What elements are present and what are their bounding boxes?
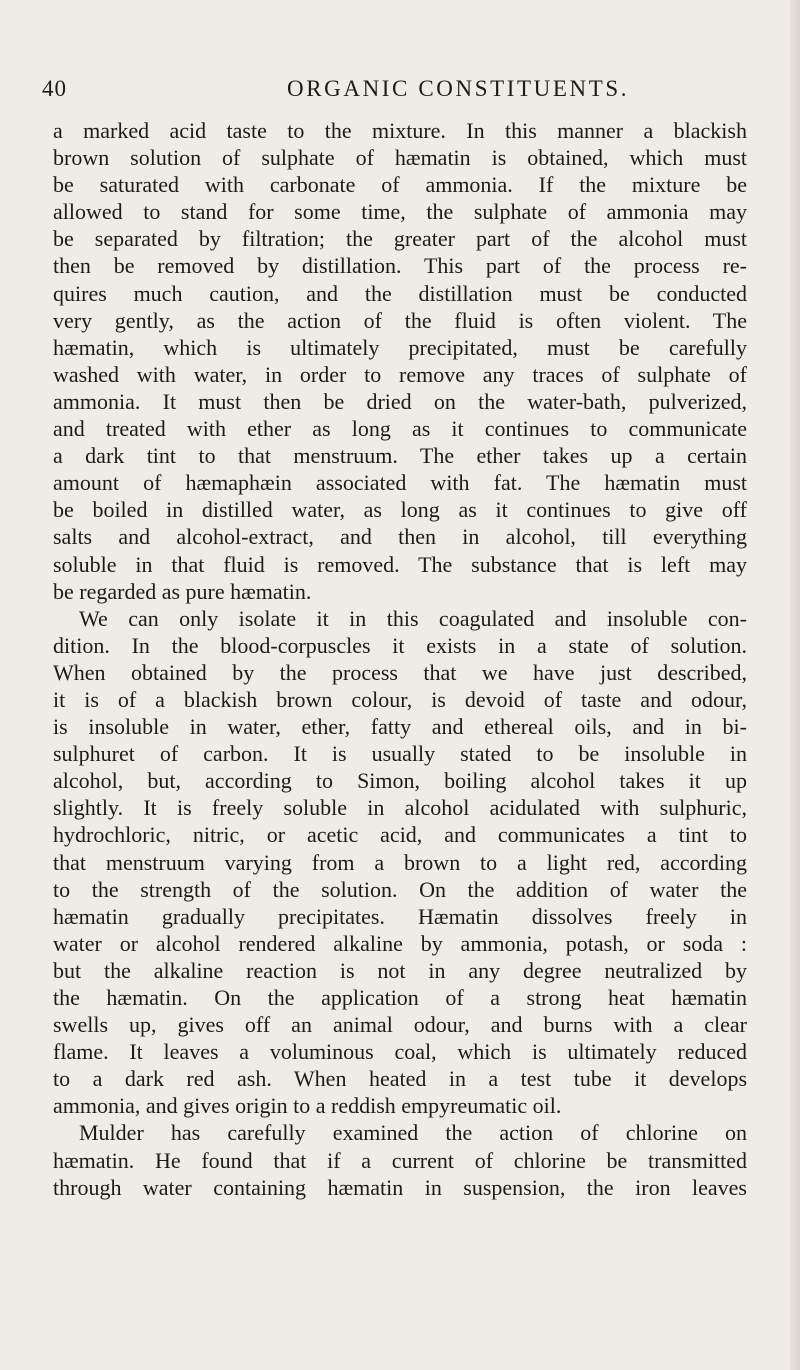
text-line: but the alkaline reaction is not in any degree neutralized by	[53, 957, 747, 983]
text-line: salts and alcohol-extract, and then in alcohol, till everything	[53, 524, 747, 550]
text-line: be separated by filtration; the greater part of the alcohol must	[53, 226, 747, 252]
text-line: swells up, gives off an animal odour, and burns with a clear	[53, 1012, 747, 1038]
text-line: Mulder has carefully examined the action of chlorine on	[79, 1120, 747, 1146]
text-line: allowed to stand for some time, the sulphate of ammonia may	[53, 199, 747, 225]
text-line: slightly. It is freely soluble in alcohol acidulated with sulphuric,	[53, 795, 747, 821]
text-line: quires much caution, and the distillation must be conducted	[53, 280, 747, 306]
page-header	[42, 76, 742, 106]
text-line: the hæmatin. On the application of a strong heat hæmatin	[53, 985, 747, 1010]
text-line: hæmatin gradually precipitates. Hæmatin dissolves freely in	[53, 903, 747, 929]
page-number: 40	[42, 76, 67, 101]
text-line: soluble in that fluid is removed. The substance that is left may	[53, 551, 747, 577]
text-line: When obtained by the process that we have just described,	[53, 659, 747, 685]
text-line: alcohol, but, according to Simon, boiling alcohol takes it up	[53, 768, 747, 794]
text-line: to the strength of the solution. On the addition of water the	[53, 876, 747, 902]
text-line: be boiled in distilled water, as long as it continues to give off	[53, 497, 747, 523]
text-line: be saturated with carbonate of ammonia. If the mixture be	[53, 172, 747, 198]
text-line: flame. It leaves a voluminous coal, which is ultimately reduced	[53, 1039, 747, 1065]
text-line: hæmatin. He found that if a current of chlorine be transmitted	[53, 1147, 747, 1173]
text-line: dition. In the blood-corpuscles it exists in a state of solution.	[53, 632, 747, 658]
text-line: washed with water, in order to remove any traces of sulphate of	[53, 361, 747, 387]
text-line: then be removed by distillation. This part of the process re-	[53, 253, 747, 279]
text-line: and treated with ether as long as it continues to communicate	[53, 416, 747, 442]
text-line: hæmatin, which is ultimately precipitated, must be carefully	[53, 334, 747, 360]
text-line: hydrochloric, nitric, or acetic acid, and communicates a tint to	[53, 822, 747, 848]
text-line: We can only isolate it in this coagulated and insoluble con-	[79, 605, 747, 631]
text-line: a dark tint to that menstruum. The ether takes up a certain	[53, 443, 747, 469]
text-line: very gently, as the action of the fluid is often violent. The	[53, 307, 747, 333]
text-line: through water containing hæmatin in suspension, the iron leaves	[53, 1174, 747, 1200]
text-line: is insoluble in water, ether, fatty and ethereal oils, and in bi-	[53, 714, 747, 740]
text-line: brown solution of sulphate of hæmatin is obtained, which must	[53, 145, 747, 171]
running-head: ORGANIC CONSTITUENTS.	[287, 76, 630, 101]
text-line: ammonia, and gives origin to a reddish empyreumatic oil.	[53, 1093, 562, 1119]
text-line: be regarded as pure hæmatin.	[53, 578, 312, 604]
text-line: sulphuret of carbon. It is usually stated to be insoluble in	[53, 741, 747, 767]
text-line: to a dark red ash. When heated in a test tube it develops	[53, 1066, 747, 1092]
text-line: amount of hæmaphæin associated with fat. The hæmatin must	[53, 470, 747, 496]
text-line: that menstruum varying from a brown to a light red, according	[53, 849, 747, 875]
text-line: water or alcohol rendered alkaline by ammonia, potash, or soda :	[53, 930, 747, 956]
text-line: it is of a blackish brown colour, is devoid of taste and odour,	[53, 686, 747, 712]
text-line: ammonia. It must then be dried on the water-bath, pulverized,	[53, 388, 747, 414]
page-edge	[790, 0, 800, 1370]
body-text	[53, 117, 747, 1201]
text-line: a marked acid taste to the mixture. In this manner a blackish	[53, 118, 747, 143]
